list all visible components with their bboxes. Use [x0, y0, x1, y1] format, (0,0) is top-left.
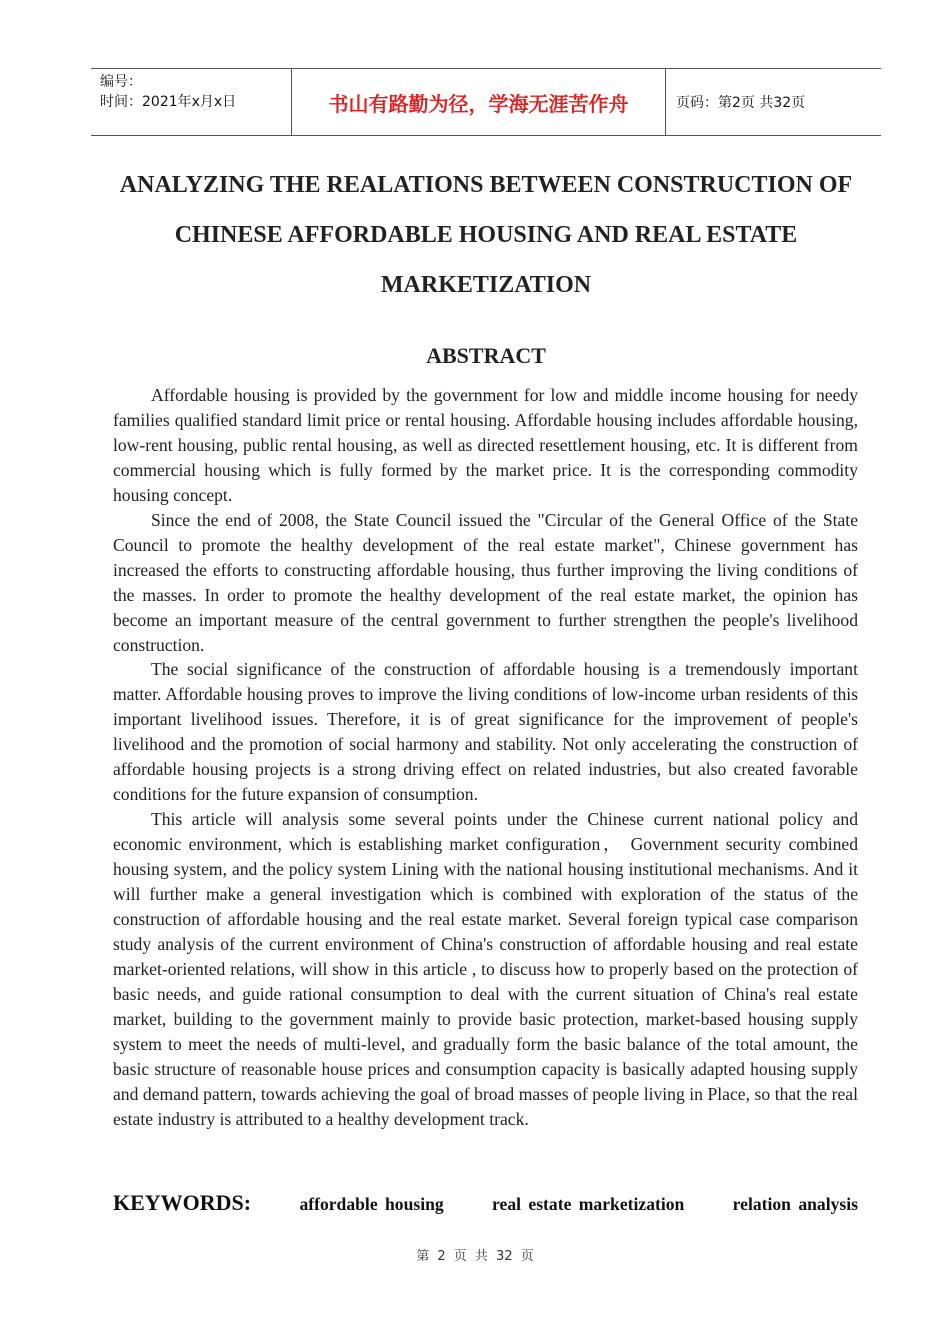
document-title: ANALYZING THE REALATIONS BETWEEN CONSTRUCTION OF CHINESE AFFORDABLE HOUSING AND REAL ESTATE MARKETIZATION	[119, 172, 853, 298]
header-meta	[91, 69, 292, 135]
abstract-paragraph: This article will analysis some several points under the Chinese current national policy and economic environment, which is establishing market configuration， Government security combined housing system, and the policy system Lining with the national housing institutional mechanisms. And it will further make a general investigation which is combined with exploration of the status of the construction of affordable housing and the real estate market. Several foreign typical case comparison study analysis of the current environment of China's construction of affordable housing and real estate market-oriented relations, will show in this article , to discuss how to properly based on the protection of basic needs, and guide rational consumption to deal with the current situation of China's real estate market, building to the government mainly to provide basic protection, market-based housing supply system to meet the needs of multi-level, and gradually form the basic balance of the total amount, the basic structure of reasonable house prices and consumption capacity is basically adapted housing supply and demand pattern, towards achieving the goal of broad masses of people living in Place, so that the real estate industry is attributed to a healthy development track.	[113, 809, 858, 1129]
abstract-paragraph: The social significance of the construction of affordable housing is a tremendously important matter. Affordable housing proves to improve the living conditions of low-income urban residents of this important livelihood issues. Therefore, it is of great significance for the improvement of people's livelihood and the promotion of social harmony and stability. Not only accelerating the construction of affordable housing projects is a strong driving effect on related industries, but also created favorable conditions for the future expansion of consumption.	[113, 659, 858, 805]
header-page-info: 页码：第2页 共32页	[676, 95, 806, 111]
abstract-paragraph: Since the end of 2008, the State Council issued the "Circular of the General Office of the State Council to promote the healthy development of the real estate market", Chinese government has increased the efforts to constructing affordable housing, thus further improving the living conditions of the masses. In order to promote the healthy development of the real estate market, the opinion has become an important measure of the central government to further strengthen the people's livelihood construction.	[113, 509, 858, 655]
document-number-label: 编号：	[100, 74, 142, 90]
abstract-body	[113, 383, 858, 1132]
header-motto: 书山有路勤为径，学海无涯苦作舟	[292, 69, 666, 135]
keyword-item: real estate marketization	[492, 1194, 685, 1214]
keywords-line	[113, 1190, 858, 1216]
keyword-item: relation analysis	[732, 1194, 858, 1214]
abstract-paragraph: Affordable housing is provided by the government for low and middle income housing for needy families qualified standard limit price or rental housing. Affordable housing includes affordable housing, low-rent housing, public rental housing, as well as directed resettlement housing, etc. It is different from commercial housing which is fully formed by the market price. It is the corresponding commodity housing concept.	[113, 385, 858, 505]
abstract-heading: ABSTRACT	[426, 343, 546, 368]
keyword-item: affordable housing	[299, 1194, 444, 1214]
page-header	[91, 68, 881, 136]
document-time: 时间：2021年x月x日	[100, 94, 237, 110]
keywords-label: KEYWORDS:	[113, 1190, 252, 1215]
page-footer: 第 2 页 共 32 页	[416, 1249, 534, 1264]
